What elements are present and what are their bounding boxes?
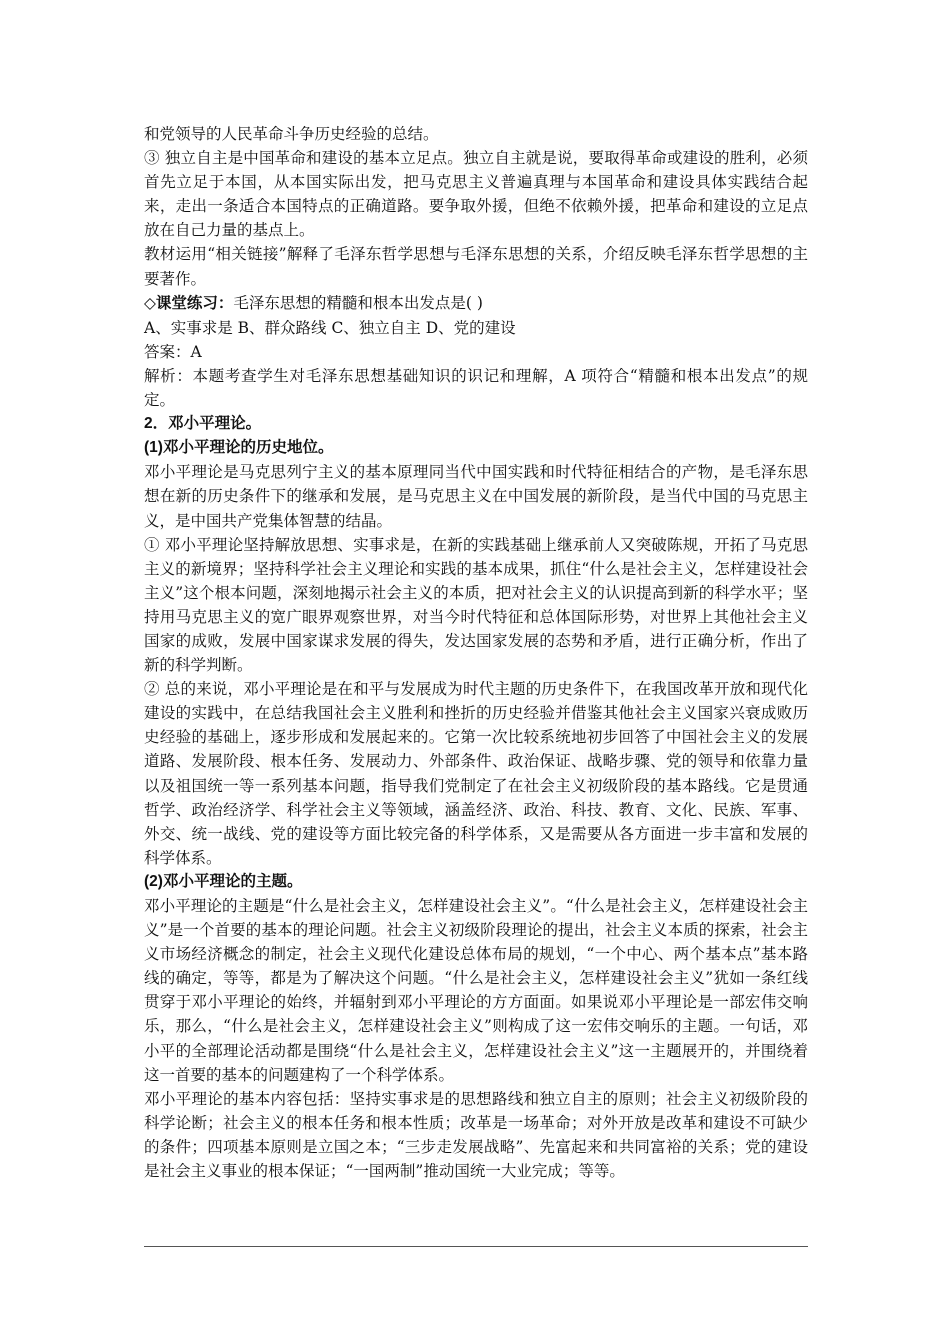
paragraph-point-1: ① 邓小平理论坚持解放思想、实事求是，在新的实践基础上继承前人又突破陈规，开拓了马克思主义的新境界；坚持科学社会主义理论和实践的基本成果，抓住“什么是社会主义，怎样建设社会主义”这个根本问题，深刻地揭示社会主义的本质，把对社会主义的认识提高到新的科学水平；坚持用马克思主义的宽广眼界观察世界，对当今时代特征和总体国际形势，对世界上其他社会主义国家的成败，发展中国家谋求发展的得失，发达国家发展的态势和矛盾，进行正确分析，作出了新的科学判断。 — [144, 535, 808, 675]
exercise-options: A、实事求是 B、群众路线 C、独立自主 D、党的建设 — [144, 318, 516, 337]
paragraph-theme: 邓小平理论的主题是“什么是社会主义，怎样建设社会主义”。“什么是社会主义，怎样建设社会主义”是一个首要的基本的理论问题。社会主义初级阶段理论的提出，社会主义本质的探索，社会主义市场经济概念的制定，社会主义现代化建设总体布局的规划，“一个中心、两个基本点”基本路线的确定，等等，都是为了解决这个问题。“什么是社会主义，怎样建设社会主义”犹如一条红线贯穿于邓小平理论的始终，并辐射到邓小平理论的方方面面。如果说邓小平理论是一部宏伟交响乐，那么，“什么是社会主义，怎样建设社会主义”则构成了这一宏伟交响乐的主题。一句话，邓小平的全部理论活动都是围绕“什么是社会主义，怎样建设社会主义”这一主题展开的，并围绕着这一首要的基本的问题建构了一个科学体系。 — [144, 897, 808, 1084]
paragraph-point-2: ② 总的来说，邓小平理论是在和平与发展成为时代主题的历史条件下，在我国改革开放和现代化建设的实践中，在总结我国社会主义胜利和挫折的历史经验并借鉴其他社会主义国家兴衰成败历史经验的基础上，逐步形成和发展起来的。它第一次比较系统地初步回答了中国社会主义的发展道路、发展阶段、根本任务、发展动力、外部条件、政治保证、战略步骤、党的领导和依靠力量以及祖国统一等一系列基本问题，指导我们党制定了在社会主义初级阶段的基本路线。它是贯通哲学、政治经济学、科学社会主义等领域，涵盖经济、政治、科技、教育、文化、民族、军事、外交、统一战线、党的建设等方面比较完备的科学体系，又是需要从各方面进一步丰富和发展的科学体系。 — [144, 680, 808, 867]
exercise-block — [144, 291, 808, 316]
exercise-analysis: 解析：本题考查学生对毛泽东思想基础知识的识记和理解，A 项符合“精髓和根本出发点”的规定。 — [144, 366, 808, 410]
exercise-answer: 答案：A — [144, 342, 202, 361]
subsection-heading-status: (1)邓小平理论的历史地位。 — [144, 439, 334, 457]
paragraph-deng-intro: 邓小平理论是马克思列宁主义的基本原理同当代中国实践和时代特征相结合的产物，是毛泽东思想在新的历史条件下的继承和发展，是马克思主义在中国发展的新阶段，是当代中国的马克思主义，是中国共产党集体智慧的结晶。 — [144, 463, 808, 530]
paragraph-basic-content: 邓小平理论的基本内容包括：坚持实事求是的思想路线和独立自主的原则；社会主义初级阶段的科学论断；社会主义的根本任务和根本性质；改革是一场革命；对外开放是改革和建设不可缺少的条件；四项基本原则是立国之本；“三步走发展战略”、先富起来和共同富裕的关系；党的建设是社会主义事业的根本保证；“一国两制”推动国统一大业完成；等等。 — [144, 1089, 808, 1181]
exercise-label: ◇课堂练习： — [144, 294, 234, 312]
paragraph-textbook-link: 教材运用“相关链接”解释了毛泽东哲学思想与毛泽东思想的关系，介绍反映毛泽东哲学思想的主要著作。 — [144, 245, 808, 288]
document-body — [144, 122, 808, 1183]
paragraph-independence: ③ 独立自主是中国革命和建设的基本立足点。独立自主就是说，要取得革命或建设的胜利，必须首先立足于本国，从本国实际出发，把马克思主义普遍真理与本国革命和建设具体实践结合起来，走出一条适合本国特点的正确道路。要争取外援，但绝不依赖外援，把革命和建设的立足点放在自己力量的基点上。 — [144, 149, 808, 240]
section-heading-deng: 2．邓小平理论。 — [144, 415, 262, 433]
exercise-question: 毛泽东思想的精髓和根本出发点是( ) — [233, 293, 483, 312]
paragraph-summary: 和党领导的人民革命斗争历史经验的总结。 — [144, 125, 439, 143]
footer-divider — [144, 1246, 808, 1247]
subsection-heading-theme: (2)邓小平理论的主题。 — [144, 872, 303, 890]
